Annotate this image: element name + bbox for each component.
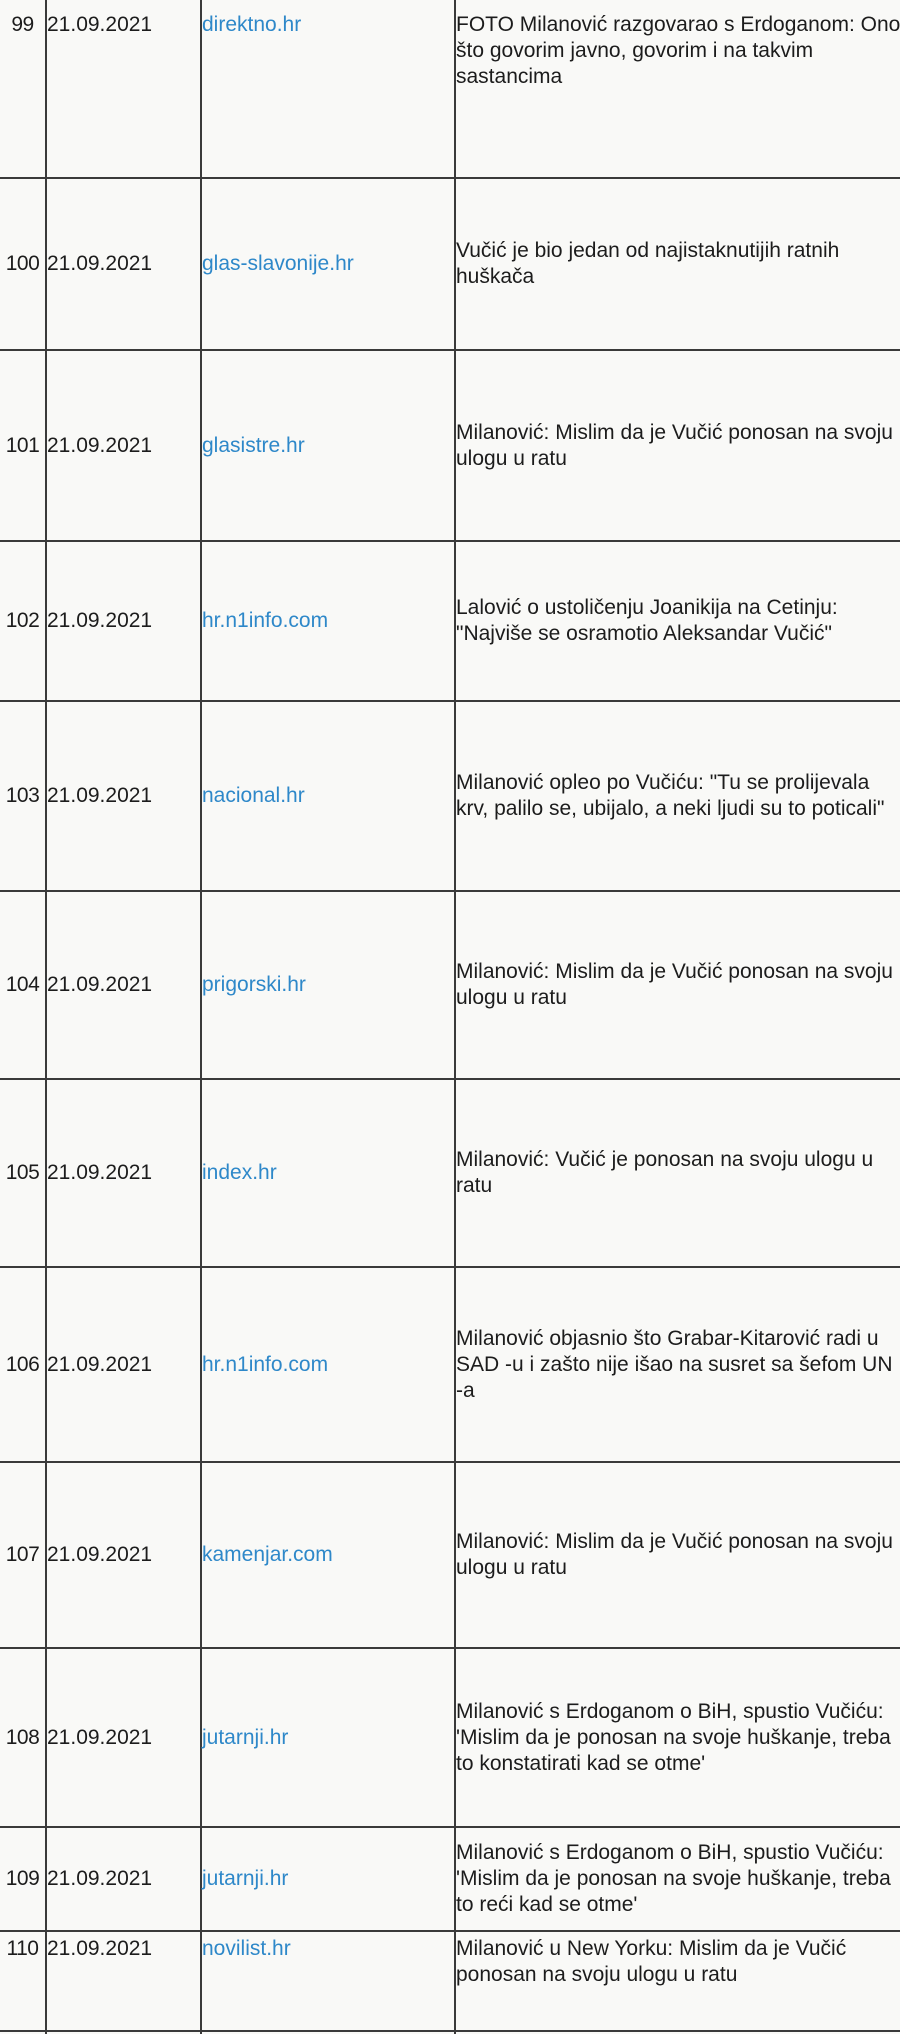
row-date: 21.09.2021 [46, 1827, 201, 1931]
row-date: 21.09.2021 [46, 178, 201, 350]
row-number: 100 [0, 178, 46, 350]
article-title: Milanović: Mislim da je Vučić ponosan na svoju ulogu u ratu [455, 350, 900, 541]
table-row [0, 1648, 900, 1827]
source-link[interactable]: jutarnji.hr [201, 1648, 455, 1827]
source-link[interactable]: jutarnji.hr [201, 1827, 455, 1931]
row-number: 106 [0, 1267, 46, 1462]
source-link[interactable]: glas-slavonije.hr [201, 178, 455, 350]
table-row [0, 350, 900, 541]
row-number: 102 [0, 541, 46, 701]
article-title: Milanović s Erdoganom o BiH, spustio Vučiću: 'Mislim da je ponosan na svoje huškanje, treba to reći kad se otme' [455, 1827, 900, 1931]
column-divider [45, 2011, 47, 2034]
row-number: 110 [0, 1931, 46, 2031]
article-title: Milanović: Mislim da je Vučić ponosan na svoju ulogu u ratu [455, 891, 900, 1079]
table-row [0, 541, 900, 701]
table-row [0, 701, 900, 891]
article-title: Milanović: Mislim da je Vučić ponosan na svoju ulogu u ratu [455, 1462, 900, 1648]
table-row [0, 178, 900, 350]
row-date: 21.09.2021 [46, 1267, 201, 1462]
column-divider [200, 2011, 202, 2034]
table-row [0, 1267, 900, 1462]
article-title: Milanović objasnio što Grabar-Kitarović radi u SAD -u i zašto nije išao na susret sa šefom UN -a [455, 1267, 900, 1462]
source-link[interactable]: glasistre.hr [201, 350, 455, 541]
table-row [0, 1079, 900, 1267]
source-link[interactable]: nacional.hr [201, 701, 455, 891]
row-number: 103 [0, 701, 46, 891]
source-link[interactable]: direktno.hr [201, 0, 455, 178]
row-date: 21.09.2021 [46, 1648, 201, 1827]
row-date: 21.09.2021 [46, 701, 201, 891]
article-title: Vučić je bio jedan od najistaknutijih ratnih huškača [455, 178, 900, 350]
row-date: 21.09.2021 [46, 541, 201, 701]
column-divider [454, 2011, 456, 2034]
row-number: 101 [0, 350, 46, 541]
article-title: Milanović u New Yorku: Mislim da je Vučić ponosan na svoju ulogu u ratu [455, 1931, 900, 2031]
row-date: 21.09.2021 [46, 350, 201, 541]
source-link[interactable]: hr.n1info.com [201, 541, 455, 701]
article-title: Milanović opleo po Vučiću: "Tu se prolijevala krv, palilo se, ubijalo, a neki ljudi su to poticali" [455, 701, 900, 891]
row-date: 21.09.2021 [46, 891, 201, 1079]
article-title: Milanović s Erdoganom o BiH, spustio Vučiću: 'Mislim da je ponosan na svoje huškanje, treba to konstatirati kad se otme' [455, 1648, 900, 1827]
row-number: 109 [0, 1827, 46, 1931]
source-link[interactable]: index.hr [201, 1079, 455, 1267]
article-title: Milanović: Vučić je ponosan na svoju ulogu u ratu [455, 1079, 900, 1267]
source-link[interactable]: hr.n1info.com [201, 1267, 455, 1462]
row-date: 21.09.2021 [46, 0, 201, 178]
table-row [0, 1931, 900, 2031]
row-number: 104 [0, 891, 46, 1079]
row-number: 99 [0, 0, 46, 178]
article-title: FOTO Milanović razgovarao s Erdoganom: Ono što govorim javno, govorim i na takvim sastancima [455, 0, 900, 178]
row-number: 108 [0, 1648, 46, 1827]
source-link[interactable]: novilist.hr [201, 1931, 455, 2031]
row-number: 105 [0, 1079, 46, 1267]
table-row [0, 0, 900, 178]
source-link[interactable]: prigorski.hr [201, 891, 455, 1079]
table-row [0, 1827, 900, 1931]
row-date: 21.09.2021 [46, 1462, 201, 1648]
table-row [0, 891, 900, 1079]
table-row [0, 1462, 900, 1648]
source-link[interactable]: kamenjar.com [201, 1462, 455, 1648]
article-title: Lalović o ustoličenju Joanikija na Cetinju: "Najviše se osramotio Aleksandar Vučić" [455, 541, 900, 701]
row-date: 21.09.2021 [46, 1079, 201, 1267]
row-number: 107 [0, 1462, 46, 1648]
row-date: 21.09.2021 [46, 1931, 201, 2031]
